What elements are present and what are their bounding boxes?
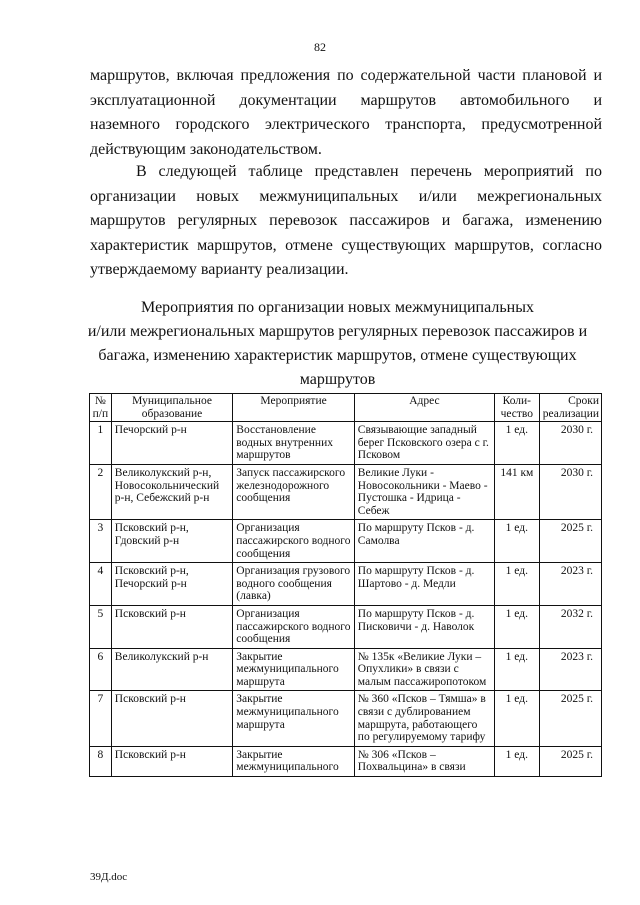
cell-deadline: 2023 г. xyxy=(539,563,601,606)
cell-measure: Организация пассажирского водного сообщения xyxy=(233,520,355,563)
cell-quantity: 1 ед. xyxy=(494,520,539,563)
header-address: Адрес xyxy=(354,394,494,422)
table-row xyxy=(90,648,602,691)
text-line: организации новых межмуниципальных и/или межрегиональных xyxy=(90,187,602,205)
cell-deadline: 2025 г. xyxy=(539,520,601,563)
heading-line: и/или межрегиональных маршрутов регулярных перевозок пассажиров и xyxy=(87,323,588,340)
header-deadline: Сроки реализации xyxy=(539,394,601,422)
cell-address: По маршруту Псков - д. Шартово - д. Медли xyxy=(354,563,494,606)
cell-quantity: 141 км xyxy=(494,464,539,519)
cell-municipality: Великолукский р-н xyxy=(111,648,233,691)
text-line: характеристик маршрутов, отмене существующих маршрутов, согласно xyxy=(90,236,602,254)
cell-quantity: 1 ед. xyxy=(494,422,539,465)
table-row xyxy=(90,746,602,776)
cell-deadline: 2032 г. xyxy=(539,605,601,648)
cell-address: № 135к «Великие Луки – Опухлики» в связи с малым пассажиропотоком xyxy=(354,648,494,691)
table-row xyxy=(90,605,602,648)
cell-measure: Закрытие межмуниципального xyxy=(233,746,355,776)
cell-municipality: Псковский р-н, Печорский р-н xyxy=(111,563,233,606)
table-row xyxy=(90,520,602,563)
cell-measure: Запуск пассажирского железнодорожного сообщения xyxy=(233,464,355,519)
heading-line: Мероприятия по организации новых межмуниципальных xyxy=(141,299,534,316)
text-line: маршрутов регулярных перевозок пассажиров и багажа, изменению xyxy=(90,212,602,229)
cell-municipality: Псковский р-н xyxy=(111,691,233,746)
cell-number: 7 xyxy=(90,691,112,746)
cell-deadline: 2030 г. xyxy=(539,422,601,465)
cell-municipality: Псковский р-н, Гдовский р-н xyxy=(111,520,233,563)
cell-measure: Восстановление водных внутренних маршрутов xyxy=(233,422,355,465)
cell-measure: Организация грузового водного сообщения (лавка) xyxy=(233,563,355,606)
cell-address: По маршруту Псков - д. Самолва xyxy=(354,520,494,563)
table-intro-paragraph xyxy=(90,160,602,283)
cell-deadline: 2025 г. xyxy=(539,691,601,746)
text-line: эксплуатационной документации маршрутов автомобильного и xyxy=(90,91,602,109)
cell-quantity: 1 ед. xyxy=(494,648,539,691)
cell-measure: Закрытие межмуниципального маршрута xyxy=(233,691,355,746)
file-name-footer: 39Д.doc xyxy=(90,871,128,883)
cell-number: 8 xyxy=(90,746,112,776)
cell-deadline: 2023 г. xyxy=(539,648,601,691)
cell-number: 3 xyxy=(90,520,112,563)
table-heading xyxy=(60,296,615,392)
cell-measure: Организация пассажирского водного сообщения xyxy=(233,605,355,648)
cell-quantity: 1 ед. xyxy=(494,691,539,746)
text-line: действующим законодательством. xyxy=(90,140,322,158)
routes-table xyxy=(89,393,602,777)
cell-address: № 360 «Псков – Тямша» в связи с дублированием маршрута, работающего по регулируемому тарифу xyxy=(354,691,494,746)
header-measure: Мероприятие xyxy=(233,394,355,422)
cell-quantity: 1 ед. xyxy=(494,563,539,606)
cell-address: Связывающие западный берег Псковского озера с г. Псковом xyxy=(354,422,494,465)
cell-address: Великие Луки - Новосокольники - Маево - Пустошка - Идрица - Себеж xyxy=(354,464,494,519)
page-number: 82 xyxy=(314,40,326,54)
cell-number: 1 xyxy=(90,422,112,465)
cell-deadline: 2025 г. xyxy=(539,746,601,776)
cell-address: № 306 «Псков – Похвальцина» в связи xyxy=(354,746,494,776)
table-row xyxy=(90,464,602,519)
cell-quantity: 1 ед. xyxy=(494,605,539,648)
cell-measure: Закрытие межмуниципального маршрута xyxy=(233,648,355,691)
cell-number: 5 xyxy=(90,605,112,648)
text-line: В следующей таблице представлен перечень мероприятий по xyxy=(136,163,602,180)
cell-municipality: Печорский р-н xyxy=(111,422,233,465)
table-row xyxy=(90,563,602,606)
cell-deadline: 2030 г. xyxy=(539,464,601,519)
cell-municipality: Великолукский р-н, Новосокольнический р-н, Себежский р-н xyxy=(111,464,233,519)
text-line: утверждаемому варианту реализации. xyxy=(90,261,349,278)
cell-municipality: Псковский р-н xyxy=(111,746,233,776)
header-municipality: Муниципальное образование xyxy=(111,394,233,422)
table-header-row xyxy=(90,394,602,422)
cell-number: 4 xyxy=(90,563,112,606)
cell-address: По маршруту Псков - д. Писковичи - д. Наволок xyxy=(354,605,494,648)
heading-line: маршрутов xyxy=(299,371,376,388)
cell-number: 2 xyxy=(90,464,112,519)
table-row xyxy=(90,691,602,746)
text-line: маршрутов, включая предложения по содержательной части плановой и xyxy=(90,67,602,84)
heading-line: багажа, изменению характеристик маршрутов, отмене существующих xyxy=(98,347,577,364)
cell-quantity: 1 ед. xyxy=(494,746,539,776)
intro-paragraph xyxy=(90,64,602,162)
cell-number: 6 xyxy=(90,648,112,691)
cell-municipality: Псковский р-н xyxy=(111,605,233,648)
text-line: наземного городского электрического транспорта, предусмотренной xyxy=(90,116,602,133)
table-row xyxy=(90,422,602,465)
header-quantity: Коли-чество xyxy=(494,394,539,422)
header-number: № п/п xyxy=(90,394,112,422)
